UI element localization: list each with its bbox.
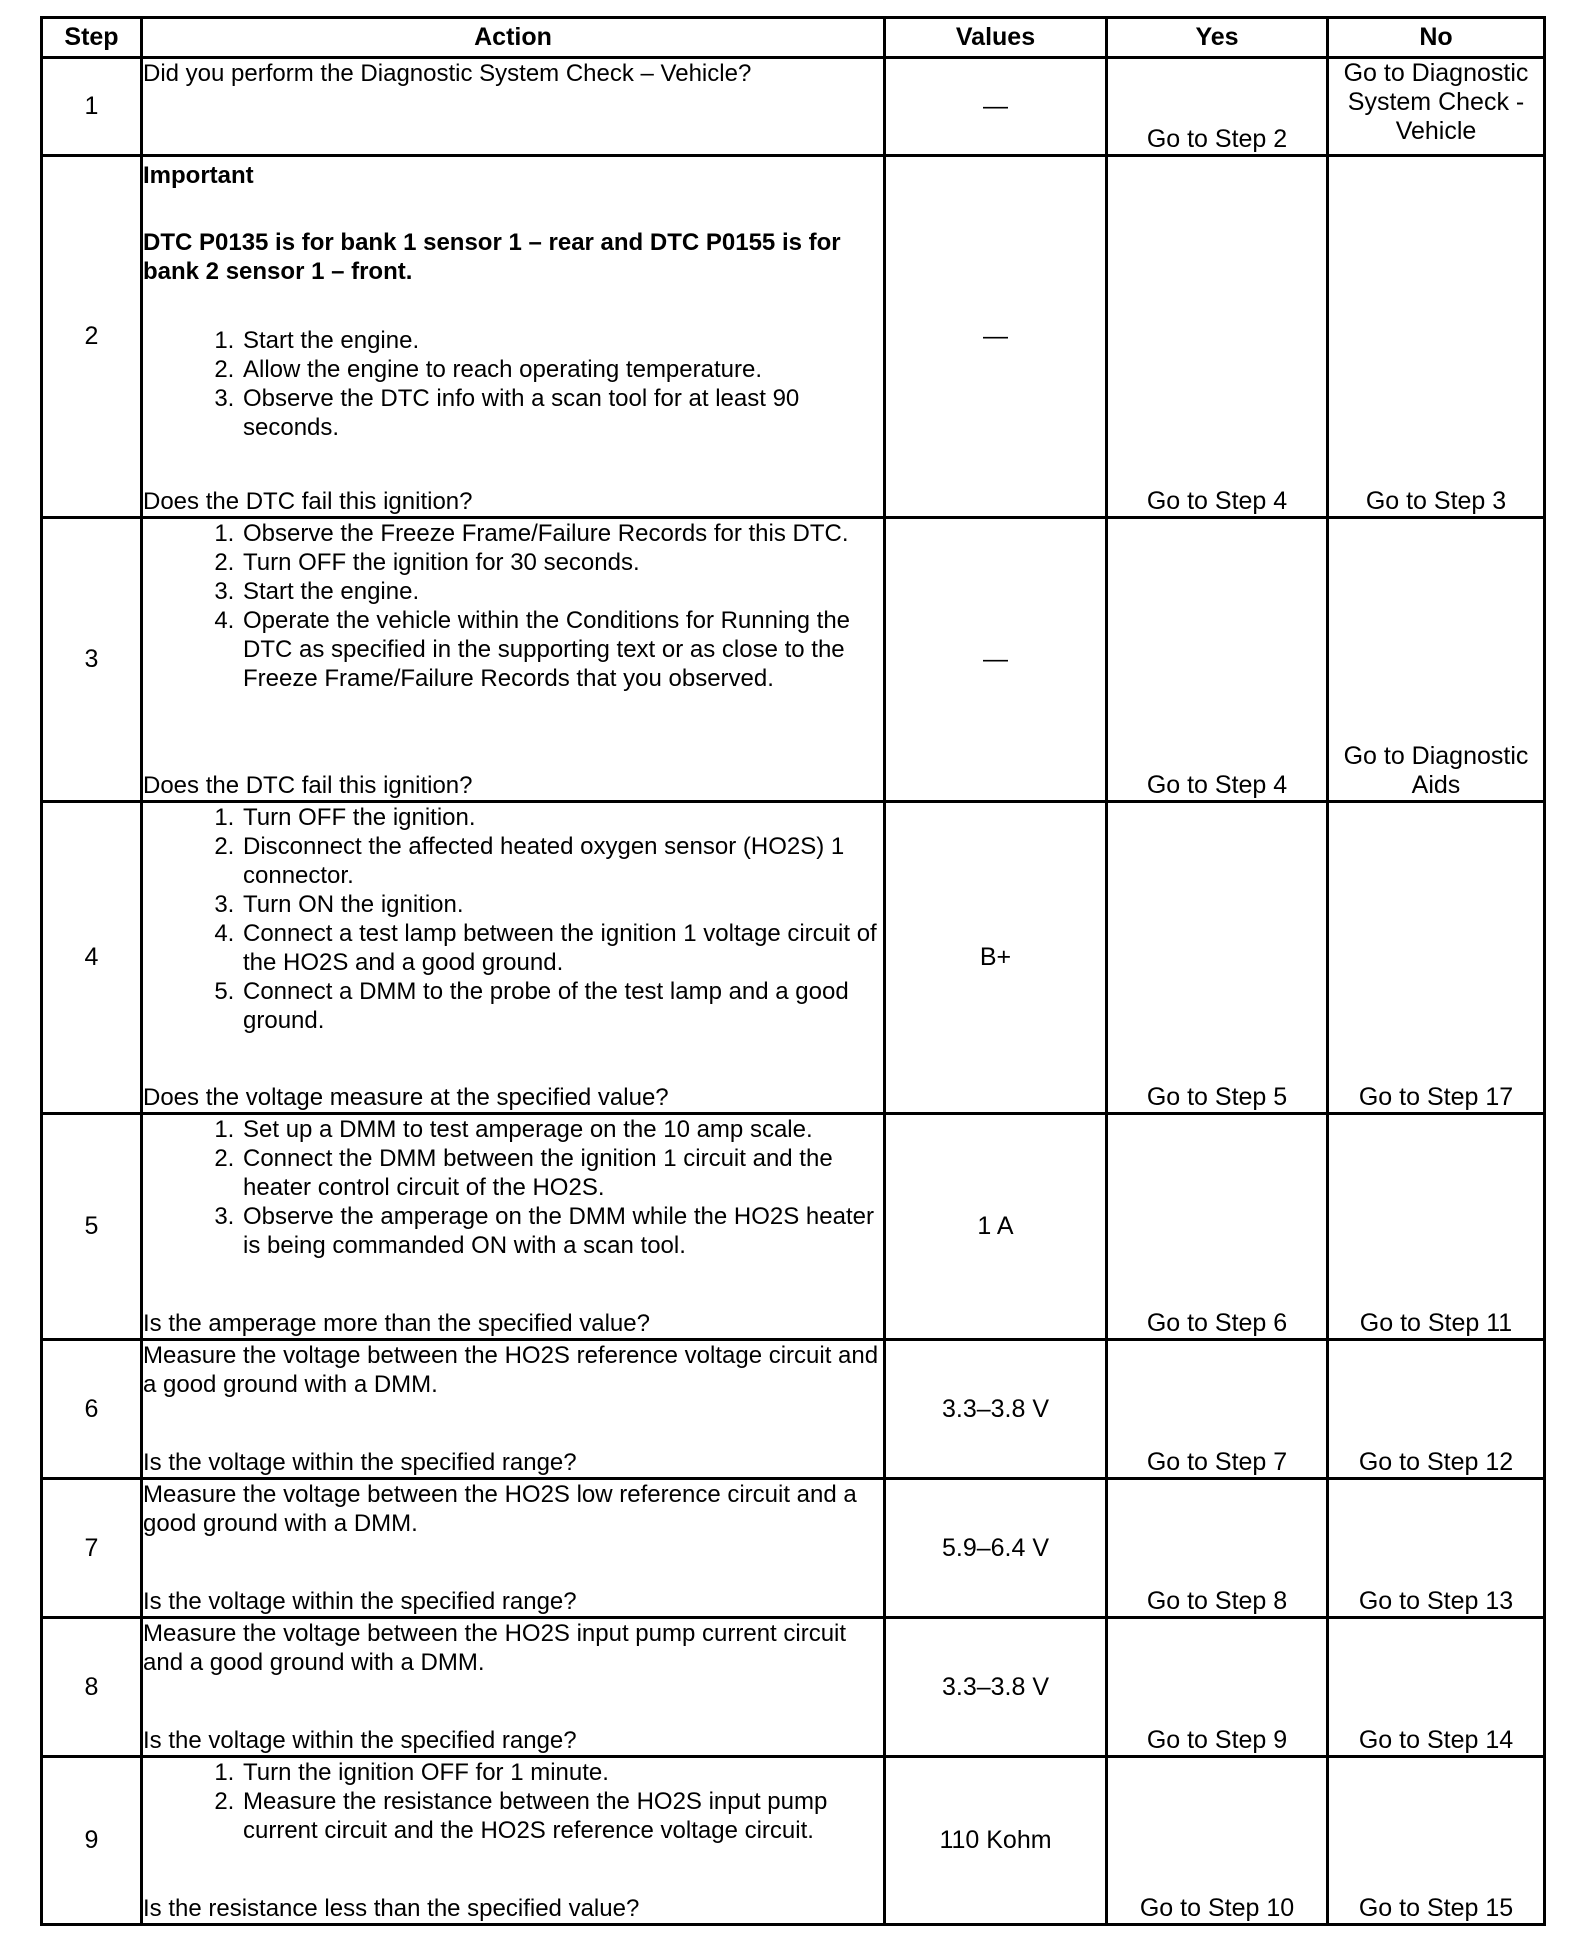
action-question: Is the voltage within the specified range? [143, 1588, 577, 1615]
header-no: No [1328, 18, 1545, 58]
list-item: 3. Turn ON the ignition. [241, 890, 883, 919]
no-cell: Go to Step 11 [1328, 1114, 1545, 1340]
header-row [42, 18, 1545, 58]
header-yes: Yes [1107, 18, 1328, 58]
list-item: 1. Set up a DMM to test amperage on the 10 amp scale. [241, 1115, 883, 1144]
values-cell: 1 A [885, 1114, 1107, 1340]
step-number: 5 [42, 1114, 142, 1340]
table-row [42, 1340, 1545, 1479]
action-cell [142, 58, 885, 156]
list-item: 3. Start the engine. [241, 577, 883, 606]
diagnostic-table [40, 16, 1546, 1926]
yes-cell: Go to Step 4 [1107, 518, 1328, 802]
action-steps [143, 803, 883, 1035]
action-question: Does the voltage measure at the specified value? [143, 1084, 669, 1111]
yes-cell: Go to Step 10 [1107, 1757, 1328, 1925]
list-item: 1. Observe the Freeze Frame/Failure Records for this DTC. [241, 519, 883, 548]
important-text: DTC P0135 is for bank 1 sensor 1 – rear and DTC P0155 is for bank 2 sensor 1 – front. [143, 229, 841, 285]
list-item: 2. Turn OFF the ignition for 30 seconds. [241, 548, 883, 577]
no-cell: Go to Step 14 [1328, 1618, 1545, 1757]
table-row [42, 518, 1545, 802]
action-cell [142, 1618, 885, 1757]
step-number: 4 [42, 802, 142, 1114]
action-steps [143, 1758, 883, 1845]
step-number: 9 [42, 1757, 142, 1925]
step-number: 6 [42, 1340, 142, 1479]
list-item: 1. Turn OFF the ignition. [241, 803, 883, 832]
action-question: Does the DTC fail this ignition? [143, 488, 473, 515]
yes-cell: Go to Step 6 [1107, 1114, 1328, 1340]
action-text: Measure the voltage between the HO2S reference voltage circuit and a good ground with a DMM. [143, 1342, 879, 1398]
action-steps [143, 326, 883, 442]
no-cell: Go to Step 13 [1328, 1479, 1545, 1618]
yes-cell: Go to Step 8 [1107, 1479, 1328, 1618]
values-cell: 5.9–6.4 V [885, 1479, 1107, 1618]
values-cell: — [885, 518, 1107, 802]
no-cell: Go to Step 12 [1328, 1340, 1545, 1479]
yes-cell: Go to Step 9 [1107, 1618, 1328, 1757]
values-cell: 3.3–3.8 V [885, 1618, 1107, 1757]
list-item: 2. Measure the resistance between the HO2S input pump current circuit and the HO2S reference voltage circuit. [241, 1787, 883, 1845]
action-question: Is the voltage within the specified range? [143, 1449, 577, 1476]
table-row [42, 1479, 1545, 1618]
header-values: Values [885, 18, 1107, 58]
table-row [42, 156, 1545, 518]
table-row [42, 58, 1545, 156]
step-number: 1 [42, 58, 142, 156]
list-item: 4. Connect a test lamp between the ignition 1 voltage circuit of the HO2S and a good ground. [241, 919, 883, 977]
action-steps [143, 519, 883, 693]
list-item: 1. Start the engine. [241, 326, 883, 355]
values-cell: B+ [885, 802, 1107, 1114]
values-cell: 110 Kohm [885, 1757, 1107, 1925]
list-item: 2. Allow the engine to reach operating temperature. [241, 355, 883, 384]
no-cell: Go to Diagnostic Aids [1328, 518, 1545, 802]
header-action: Action [142, 18, 885, 58]
important-title: Important [143, 162, 254, 189]
action-cell [142, 1340, 885, 1479]
step-number: 3 [42, 518, 142, 802]
values-cell: 3.3–3.8 V [885, 1340, 1107, 1479]
no-cell: Go to Step 3 [1328, 156, 1545, 518]
action-question: Is the amperage more than the specified value? [143, 1310, 650, 1337]
list-item: 3. Observe the amperage on the DMM while the HO2S heater is being commanded ON with a scan tool. [241, 1202, 883, 1260]
step-number: 7 [42, 1479, 142, 1618]
table-row [42, 1757, 1545, 1925]
yes-cell: Go to Step 2 [1107, 58, 1328, 156]
list-item: 4. Operate the vehicle within the Conditions for Running the DTC as specified in the supporting text or as close to the Freeze Frame/Failure Records that you observed. [241, 606, 883, 693]
values-cell: — [885, 58, 1107, 156]
no-cell: Go to Step 15 [1328, 1757, 1545, 1925]
action-question: Is the resistance less than the specified value? [143, 1895, 640, 1922]
yes-cell: Go to Step 7 [1107, 1340, 1328, 1479]
action-cell [142, 802, 885, 1114]
list-item: 5. Connect a DMM to the probe of the test lamp and a good ground. [241, 977, 883, 1035]
action-question: Does the DTC fail this ignition? [143, 772, 473, 799]
action-cell [142, 518, 885, 802]
no-cell: Go to Diagnostic System Check - Vehicle [1328, 58, 1545, 156]
values-cell: — [885, 156, 1107, 518]
action-question: Is the voltage within the specified range? [143, 1727, 577, 1754]
yes-cell: Go to Step 4 [1107, 156, 1328, 518]
list-item: 2. Connect the DMM between the ignition 1 circuit and the heater control circuit of the HO2S. [241, 1144, 883, 1202]
list-item: 2. Disconnect the affected heated oxygen sensor (HO2S) 1 connector. [241, 832, 883, 890]
yes-cell: Go to Step 5 [1107, 802, 1328, 1114]
action-cell [142, 1757, 885, 1925]
list-item: 3. Observe the DTC info with a scan tool for at least 90 seconds. [241, 384, 883, 442]
step-number: 8 [42, 1618, 142, 1757]
table-row [42, 1618, 1545, 1757]
header-step: Step [42, 18, 142, 58]
table-row [42, 802, 1545, 1114]
action-cell [142, 1114, 885, 1340]
action-text: Measure the voltage between the HO2S low reference circuit and a good ground with a DMM. [143, 1481, 857, 1537]
step-number: 2 [42, 156, 142, 518]
action-cell [142, 156, 885, 518]
action-cell [142, 1479, 885, 1618]
table-row [42, 1114, 1545, 1340]
action-text: Did you perform the Diagnostic System Check – Vehicle? [143, 60, 752, 87]
action-text: Measure the voltage between the HO2S input pump current circuit and a good ground with a DMM. [143, 1620, 847, 1676]
no-cell: Go to Step 17 [1328, 802, 1545, 1114]
list-item: 1. Turn the ignition OFF for 1 minute. [241, 1758, 883, 1787]
action-steps [143, 1115, 883, 1260]
